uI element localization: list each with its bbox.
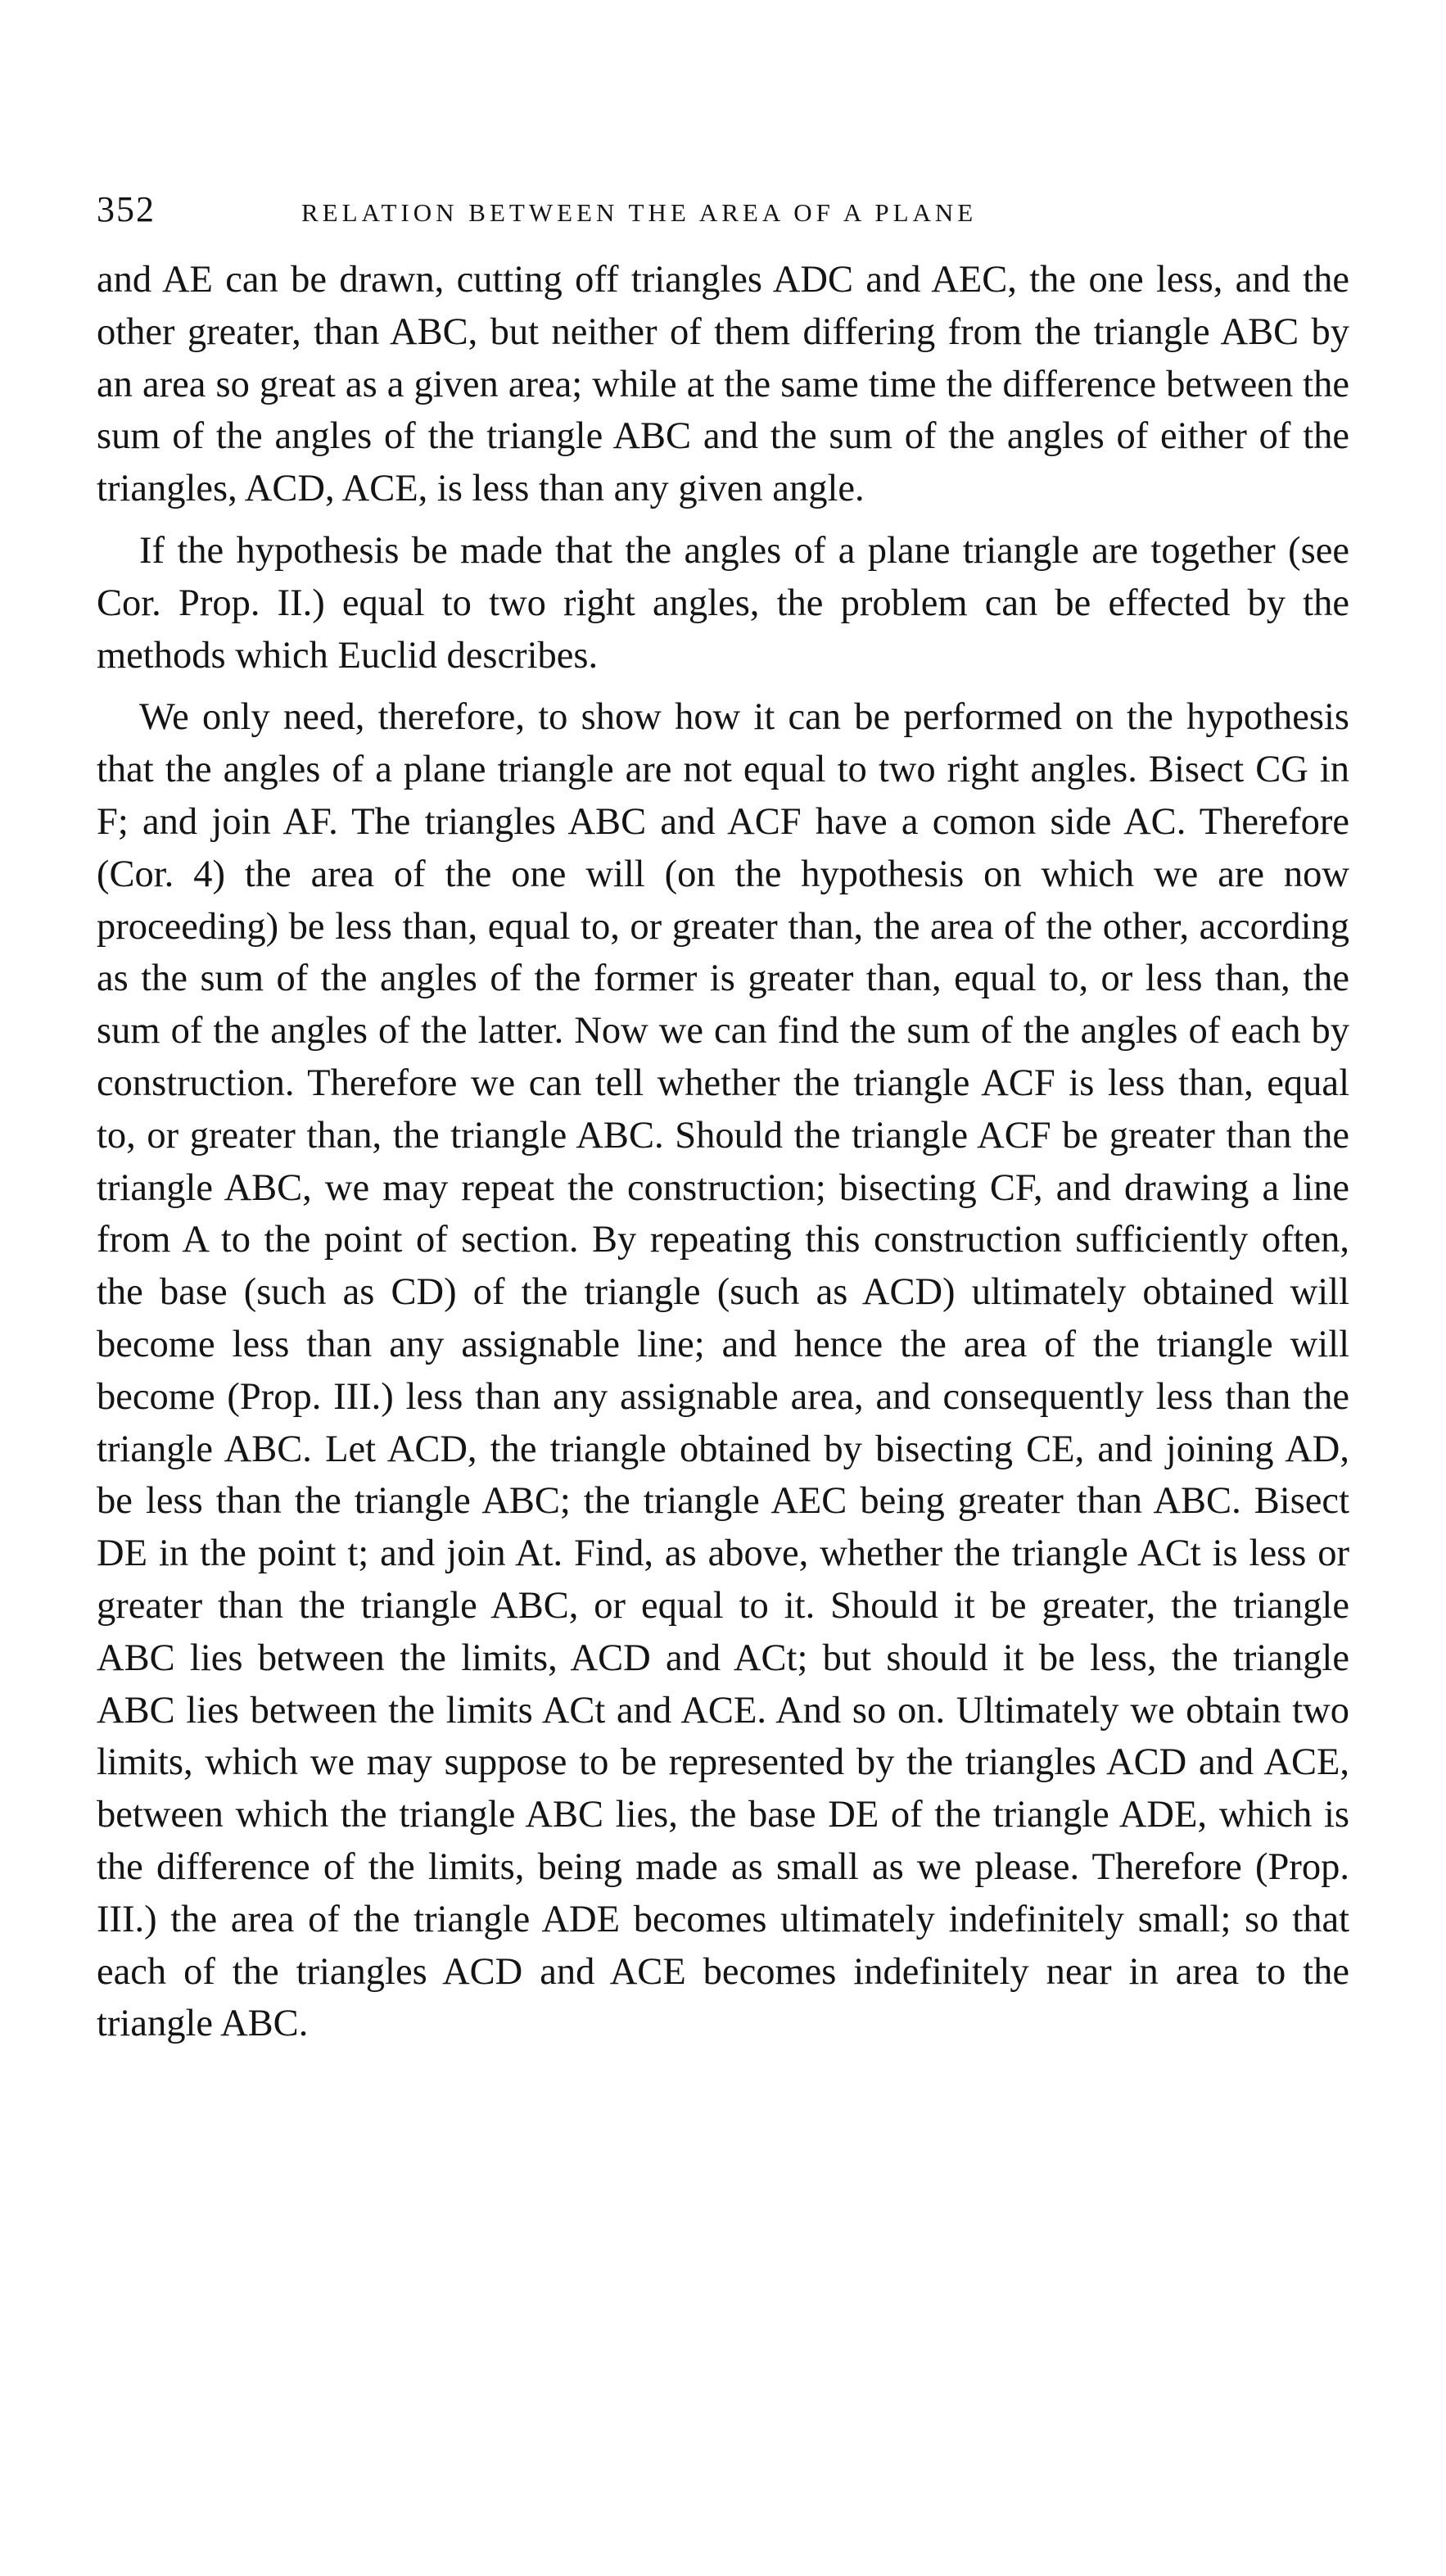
body-text <box>97 254 1349 2050</box>
running-head <box>97 188 1349 254</box>
paragraph-construction: We only need, therefore, to show how it can be performed on the hypothesis that the angles of a plane triangle are not equal to two right angles. Bisect CG in F; and join AF. The triangles ABC and ACF have a comon side AC. Therefore (Cor. 4) the area of the one will (on the hypothesis on which we are now proceeding) be less than, equal to, or greater than, the area of the other, according as the sum of the angles of the former is greater than, equal to, or less than, the sum of the angles of the latter. Now we can find the sum of the angles of each by construction. Therefore we can tell whether the triangle ACF is less than, equal to, or greater than, the triangle ABC. Should the triangle ACF be greater than the triangle ABC, we may repeat the construction; bisecting CF, and drawing a line from A to the point of section. By repeating this construction sufficiently often, the base (such as CD) of the triangle (such as ACD) ultimately obtained will become less than any assignable line; and hence the area of the triangle will become (Prop. III.) less than any assignable area, and consequently less than the triangle ABC. Let ACD, the triangle obtained by bisecting CE, and joining AD, be less than the triangle ABC; the triangle AEC being greater than ABC. Bisect DE in the point t; and join At. Find, as above, whether the triangle ACt is less or greater than the triangle ABC, or equal to it. Should it be greater, the triangle ABC lies between the limits, ACD and ACt; but should it be less, the triangle ABC lies between the limits ACt and ACE. And so on. Ultimately we obtain two limits, which we may suppose to be represented by the triangles ACD and ACE, between which the triangle ABC lies, the base DE of the triangle ADE, which is the difference of the limits, being made as small as we please. Therefore (Prop. III.) the area of the triangle ADE becomes ultimately indefinitely small; so that each of the triangles ACD and ACE becomes indefinitely near in area to the triangle ABC. <box>97 696 1349 2045</box>
running-title: RELATION BETWEEN THE AREA OF A PLANE <box>301 198 978 227</box>
paragraph-continued: and AE can be drawn, cutting off triangles ADC and AEC, the one less, and the other greater, than ABC, but neither of them differing from the triangle ABC by an area so great as a given area; while at the same time the difference between the sum of the angles of the triangle ABC and the sum of the angles of either of the triangles, ACD, ACE, is less than any given angle. <box>97 259 1349 510</box>
paragraph-hypothesis: If the hypothesis be made that the angles of a plane triangle are together (see Cor. Prop. II.) equal to two right angles, the problem can be effected by the methods which Euclid describes. <box>97 529 1349 677</box>
book-page <box>97 188 1349 2060</box>
page-number: 352 <box>97 189 156 229</box>
